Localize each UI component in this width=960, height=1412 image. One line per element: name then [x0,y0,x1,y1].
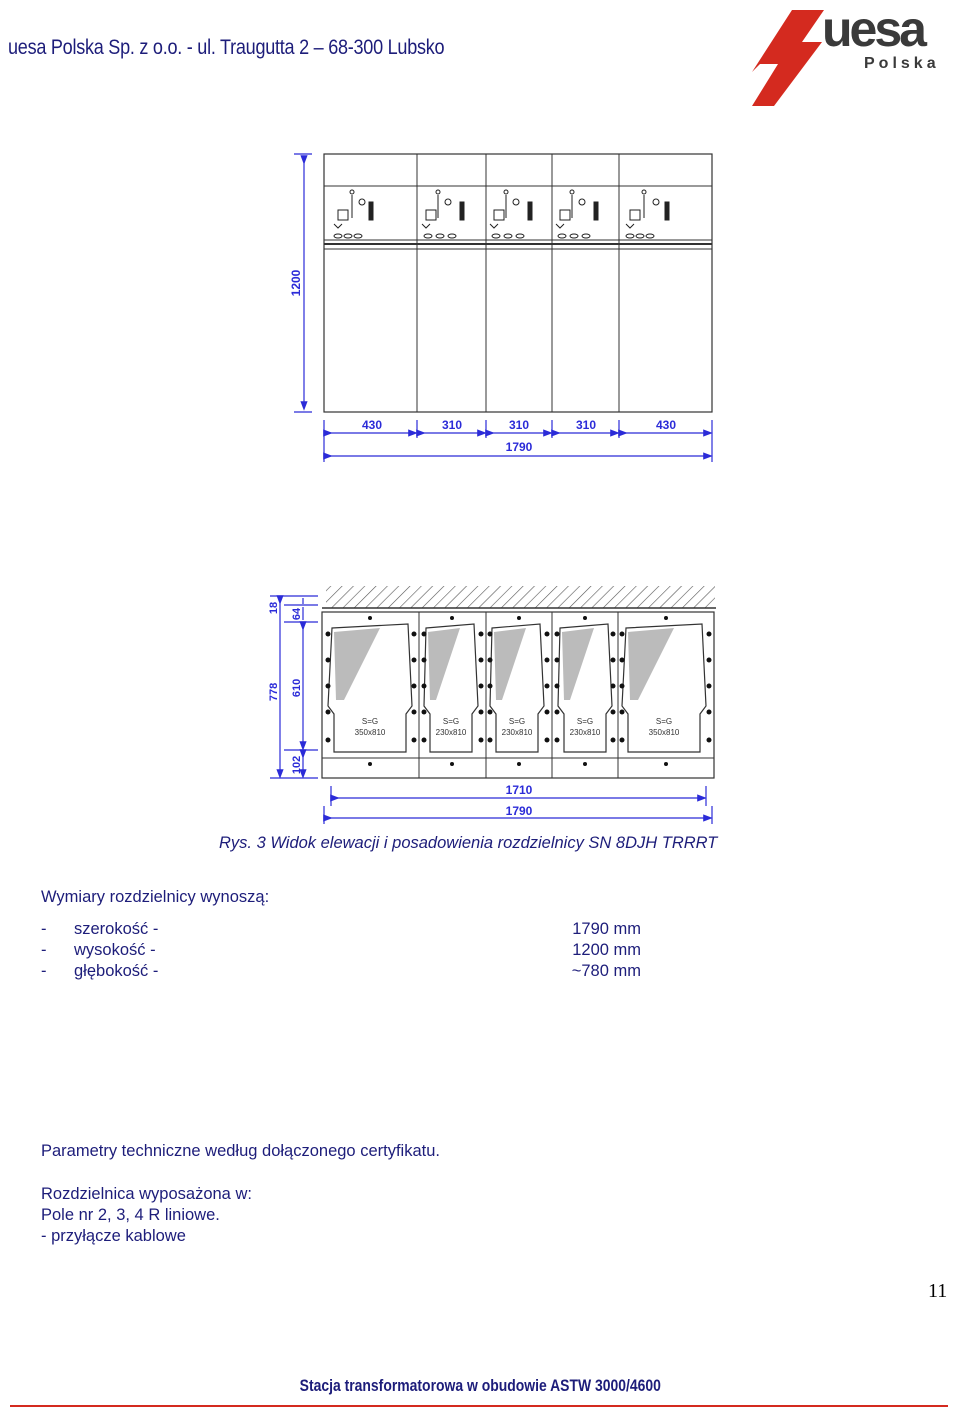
panel-label-bottom: 230x810 [501,728,533,737]
equipment-line: Rozdzielnica wyposażona w: [41,1185,252,1203]
panel-label-top: S=G [442,717,460,726]
dimension-dash: - [41,941,47,959]
footer [0,1376,960,1396]
width-dim-label: 430 [361,418,383,432]
dimension-row [41,920,661,941]
figure-caption: Rys. 3 Widok elewacji i posadowienia rozdzielnicy SN 8DJH TRRRT [219,834,718,852]
equipment-block [41,1184,252,1247]
panel-label-top: S=G [576,717,594,726]
panel-label-bottom: 230x810 [569,728,601,737]
dimension-label: głębokość - [74,962,159,980]
plan-total-width-label: 1790 [505,804,533,818]
logo-text: uesa [822,2,924,57]
panel-label-bottom: 350x810 [354,728,386,737]
dimension-row [41,962,661,983]
depth-dim-label: 64 [291,607,303,621]
plan-view [268,586,716,824]
dimension-value: ~780 mm [571,962,641,980]
height-dim-label: 1200 [289,269,303,297]
dimensions-title: Wymiary rozdzielnicy wynoszą: [41,888,270,906]
dimension-dash: - [41,962,47,980]
panel-label-bottom: 350x810 [648,728,680,737]
inner-width-label: 1710 [505,783,533,797]
equipment-line: Pole nr 2, 3, 4 R liniowe. [41,1206,220,1224]
panel-label-top: S=G [508,717,526,726]
logo-subtext: Polska [864,55,940,72]
total-width-label: 1790 [505,440,533,454]
width-dim-label: 310 [441,418,463,432]
dimension-label: wysokość - [74,941,156,959]
panel-label-top: S=G [361,717,379,726]
panel-label-top: S=G [655,717,673,726]
width-dim-label: 430 [655,418,677,432]
dimension-label: szerokość - [74,920,159,938]
page-number: 11 [928,1280,948,1302]
width-dim-label: 310 [508,418,530,432]
dimension-dash: - [41,920,47,938]
panel-label-bottom: 230x810 [435,728,467,737]
elevation-view [289,154,712,462]
total-depth-label: 778 [268,682,280,702]
footer-title: Stacja transformatorowa w obudowie ASTW 3000/4600 [299,1376,661,1395]
dimension-row [41,941,661,962]
dimension-value: 1200 mm [572,941,641,959]
equipment-line: - przyłącze kablowe [41,1227,186,1245]
width-dim-label: 310 [575,418,597,432]
company-address: uesa Polska Sp. z o.o. - ul. Traugutta 2 – 68-300 Lubsko [8,36,445,59]
parameters-text: Parametry techniczne według dołączonego certyfikatu. [41,1142,440,1160]
depth-dim-label: 610 [291,678,303,698]
depth-dim-label: 18 [268,601,280,615]
depth-dim-label: 102 [291,755,303,775]
footer-divider [10,1405,948,1407]
dimension-value: 1790 mm [572,920,641,938]
